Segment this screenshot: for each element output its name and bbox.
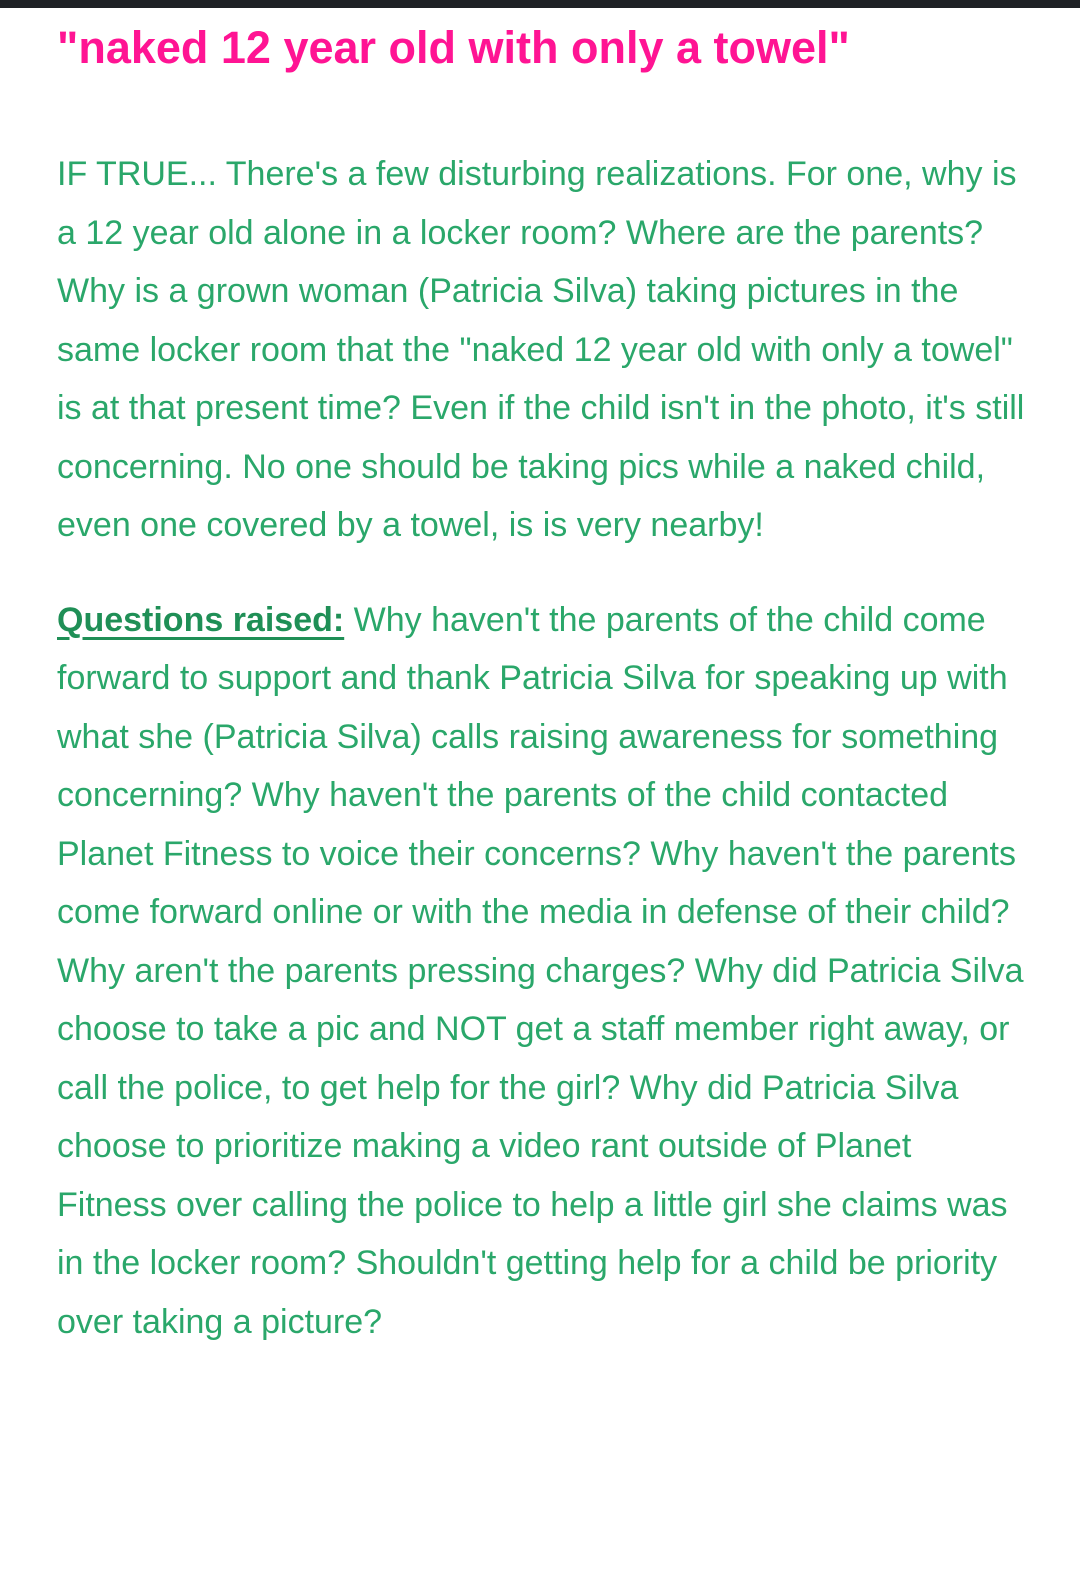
article-content xyxy=(57,20,1025,1351)
paragraph-questions xyxy=(57,591,1025,1352)
questions-raised-text: Why haven't the parents of the child come forward to support and thank Patricia Silva for speaking up with what she (Patricia Silva) calls raising awareness for something concerning? Why haven't the parents of the child contacted Planet Fitness to voice their concerns? Why haven't the parents come forward online or with the media in defense of their child? Why aren't the parents pressing charges? Why did Patricia Silva choose to take a pic and NOT get a staff member right away, or call the police, to get help for the girl? Why did Patricia Silva choose to prioritize making a video rant outside of Planet Fitness over calling the police to help a little girl she claims was in the locker room? Shouldn't getting help for a child be priority over taking a picture? xyxy=(57,600,1024,1341)
article-heading: "naked 12 year old with only a towel" xyxy=(57,22,850,73)
top-status-bar xyxy=(0,0,1080,8)
questions-raised-label: Questions raised: xyxy=(57,600,345,639)
paragraph-intro: IF TRUE... There's a few disturbing realizations. For one, why is a 12 year old alone in a locker room? Where are the parents? Why is a grown woman (Patricia Silva) taking pictures in the same locker room that the "naked 12 year old with only a towel" is at that present time? Even if the child isn't in the photo, it's still concerning. No one should be taking pics while a naked child, even one covered by a towel, is is very nearby! xyxy=(57,155,1025,544)
